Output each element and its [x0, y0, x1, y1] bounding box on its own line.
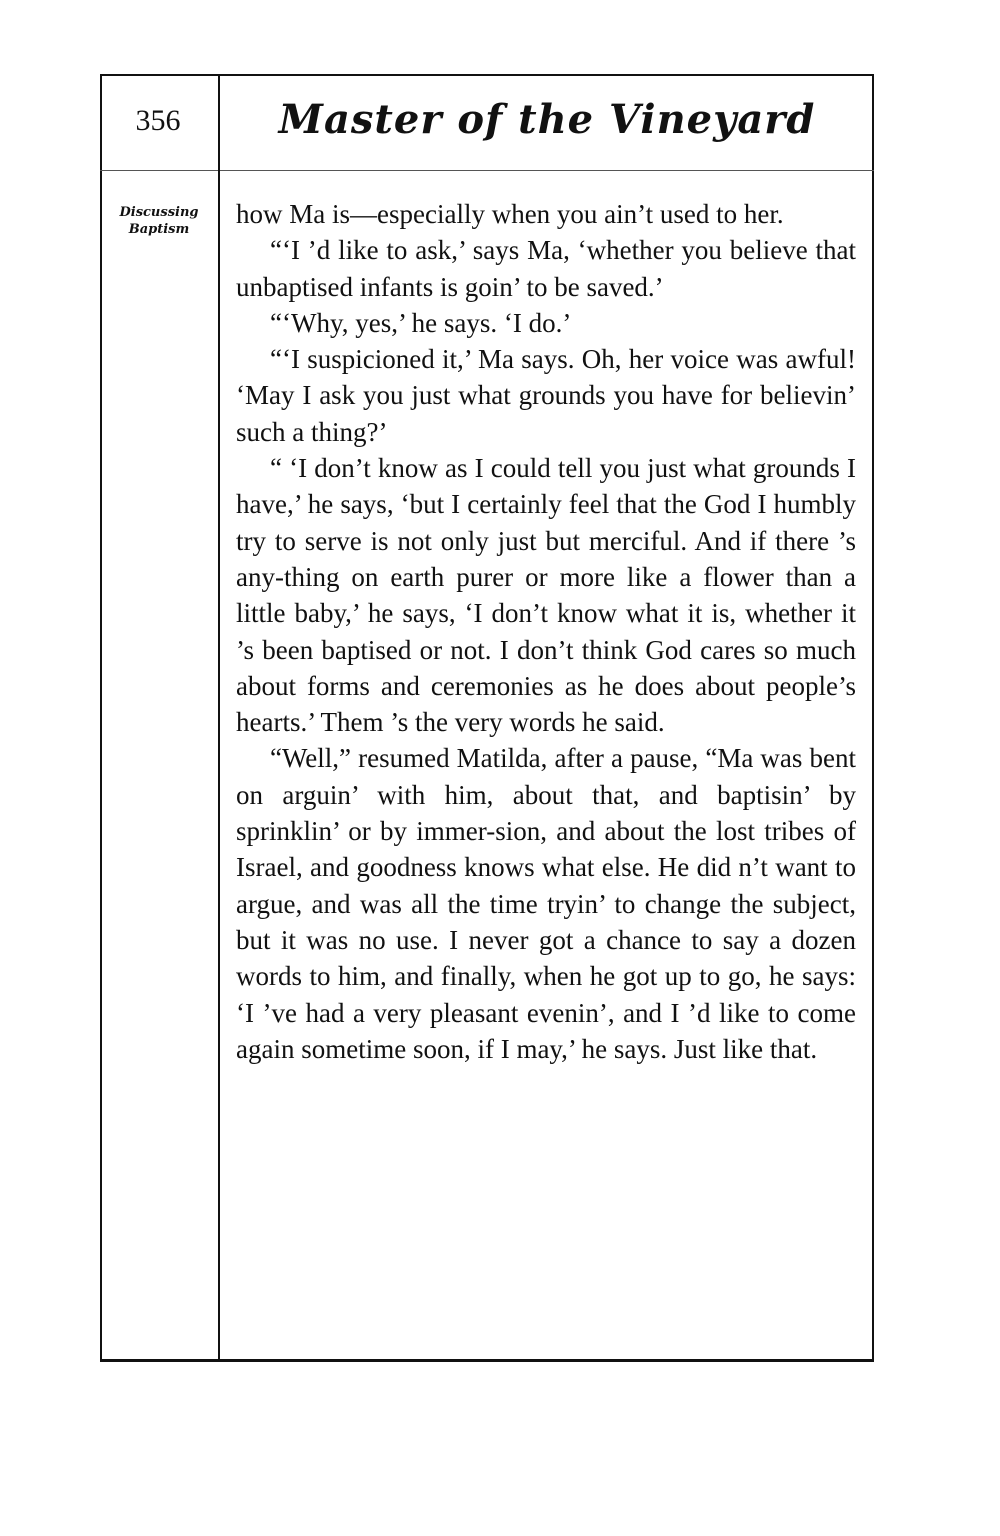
- paragraph: “‘I suspicioned it,’ Ma says. Oh, her voice was awful! ‘May I ask you just what grounds you have for believin’ such a thing?’: [236, 344, 856, 447]
- margin-note-line-1: Discussing: [119, 205, 199, 220]
- paragraph: how Ma is—especially when you ain’t used to her.: [236, 199, 784, 229]
- body-text: [236, 196, 856, 1067]
- header-rule: [100, 170, 874, 171]
- paragraph: “Well,” resumed Matilda, after a pause, “Ma was bent on arguin’ with him, about that, and baptisin’ by sprinklin’ or by immer-sion, and about the lost tribes of Israel, and goodness knows what else. He did n’t want to argue, and was all the time tryin’ to change the subject, but it was no use. I never got a chance to say a dozen words to him, and finally, when he got up to go, he says: ‘I ’ve had a very pleasant evenin’, and I ’d like to come again sometime soon, if I may,’ he says. Just like that.: [236, 743, 856, 1064]
- running-head: Master of the Vineyard: [278, 96, 816, 143]
- paragraph: “ ‘I don’t know as I could tell you just what grounds I have,’ he says, ‘but I certainly feel that the God I humbly try to serve is not only just but merciful. And if there ’s any-thing on earth purer or more like a flower than a little baby,’ he says, ‘I don’t know what it is, whether it ’s been baptised or not. I don’t think God cares so much about forms and ceremonies as he does about people’s hearts.’ Them ’s the very words he said.: [236, 453, 856, 738]
- page-number: 356: [135, 104, 181, 137]
- margin-note-line-2: Baptism: [128, 222, 190, 237]
- margin-column-rule: [218, 74, 220, 1360]
- paragraph: “‘Why, yes,’ he says. ‘I do.’: [270, 307, 572, 338]
- margin-note: [104, 204, 214, 238]
- paragraph: “‘I ’d like to ask,’ says Ma, ‘whether you believe that unbaptised infants is goin’ to be saved.’: [236, 235, 856, 302]
